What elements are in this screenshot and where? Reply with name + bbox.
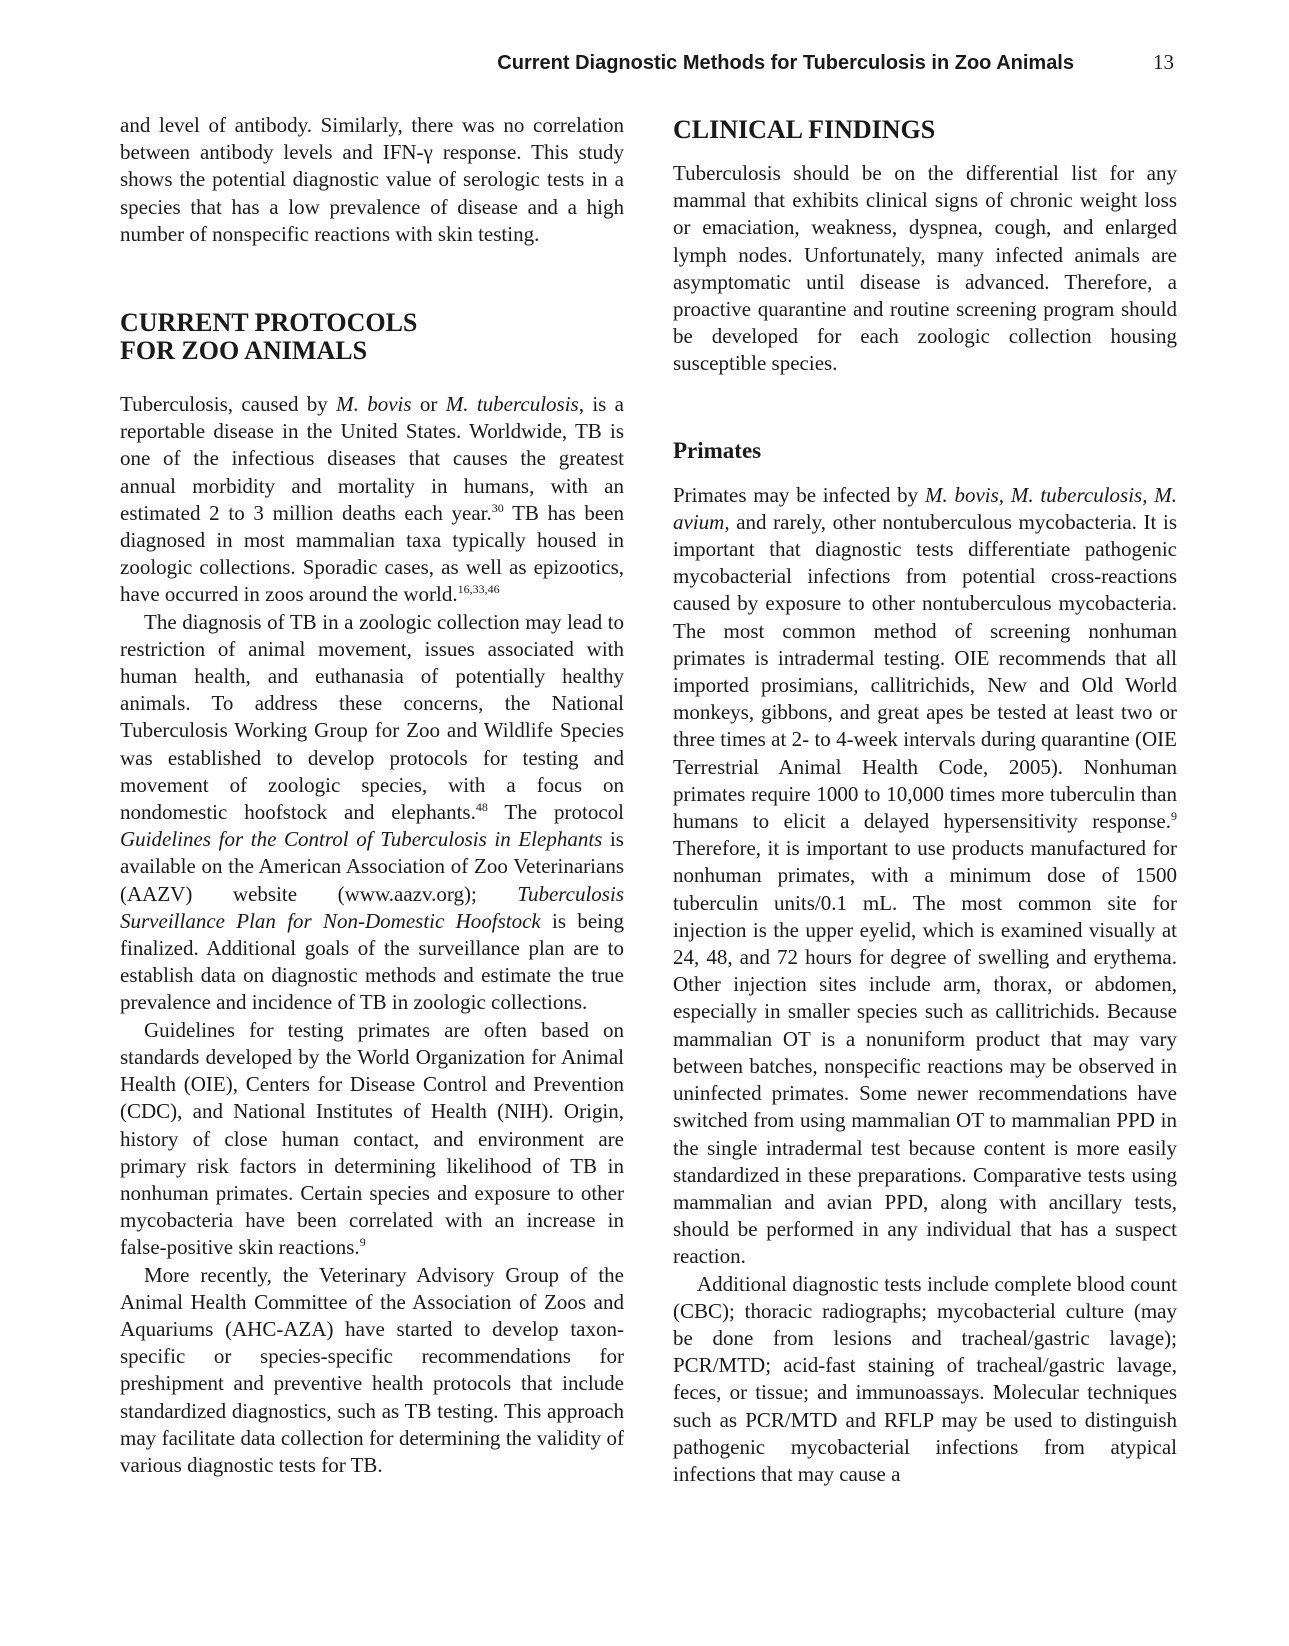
- heading-line-1: CURRENT PROTOCOLS: [120, 308, 418, 338]
- paragraph-tb-overview: Tuberculosis, caused by M. bovis or M. tuberculosis, is a reportable disease in the United States. Worldwide, TB is one of the infectious diseases that causes the greatest annual morbidity and mortality in humans, with an estimated 2 to 3 million deaths each year.$^{30}$ TB has been diagnosed in most mammalian taxa typically housed in zoologic collections. Sporadic cases, as well as epizootics, have occurred in zoos around the world.$^{16,33,46}$: [120, 392, 624, 607]
- left-column: [120, 112, 624, 1479]
- paragraph-additional-tests: Additional diagnostic tests include complete blood count (CBC); thoracic radiographs; mycobacterial culture (may be done from lesions and tracheal/gastric lavage); PCR/MTD; acid-fast staining of tracheal/gastric lavage, feces, or tissue; and immunoassays. Molecular techniques such as PCR/MTD and RFLP may be used to distinguish pathogenic mycobacterial infections from atypical infections that may cause a: [673, 1271, 1177, 1486]
- heading-primates: Primates: [673, 437, 762, 463]
- citation: 16,33,46: [457, 582, 500, 597]
- heading-line-2: FOR ZOO ANIMALS: [120, 336, 368, 366]
- paragraph-diagnosis-zoologic: The diagnosis of TB in a zoologic collection may lead to restriction of animal movement, issues associated with human health, and euthanasia of potentially healthy animals. To address these concerns, the National Tuberculosis Working Group for Zoo and Wildlife Species was established to develop protocols for testing and movement of zoologic species, with a focus on nondomestic hoofstock and elephants.$^{48}$ The protocol Guidelines for the Control of Tuberculosis in Elephants is available on the American Association of Zoo Veterinarians (AAZV) website (www.aazv.org); Tuberculosis Surveillance Plan for Non-Domestic Hoofstock is being finalized. Additional goals of the surveillance plan are to establish data on diagnostic methods and estimate the true prevalence and incidence of TB in zoologic collections.: [120, 609, 624, 1015]
- citation: 48: [475, 800, 488, 815]
- paragraph-primate-testing: Primates may be infected by M. bovis, M. tuberculosis, M. avium, and rarely, other nontuberculous mycobacteria. It is important that diagnostic tests differentiate pathogenic mycobacterial infections from potential cross-reactions caused by exposure to other nontuberculous mycobacteria. The most common method of screening nonhuman primates is intradermal testing. OIE recommends that all imported prosimians, callitrichids, New and Old World monkeys, gibbons, and great apes be tested at least two or three times at 2- to 4-week intervals during quarantine (OIE Terrestrial Animal Health Code, 2005). Nonhuman primates require 1000 to 10,000 times more tuberculin than humans to elicit a delayed hypersensitivity response.$^9$ Therefore, it is important to use products manufactured for nonhuman primates, with a minimum dose of 1500 tuberculin units/0.1 mL. The most common site for injection is the upper eyelid, which is examined visually at 24, 48, and 72 hours for degree of swelling and erythema. Other injection sites include arm, thorax, or abdomen, especially in smaller species such as callitrichids. Because mammalian OT is a nonuniform product that may vary between batches, nonspecific reactions may be observed in uninfected primates. Some newer recommendations have switched from using mammalian OT to mammalian PPD in the single intradermal test because content is more easily standardized in these preparations. Comparative tests using mammalian and avian PPD, along with ancillary tests, should be performed in any individual that has a suspect reaction.: [673, 482, 1177, 1269]
- running-head: [0, 50, 1289, 80]
- paragraph-aza-recommendations: More recently, the Veterinary Advisory Group of the Animal Health Committee of the Association of Zoos and Aquariums (AHC-AZA) have started to develop taxon-specific or species-specific recommendations for preshipment and preventive health protocols that include standardized diagnostics, such as TB testing. This approach may facilitate data collection for determining the validity of various diagnostic tests for TB.: [120, 1262, 624, 1477]
- citation: 9: [1171, 809, 1177, 824]
- heading-clinical-findings: CLINICAL FINDINGS: [673, 115, 936, 144]
- paragraph-primate-guidelines: Guidelines for testing primates are often based on standards developed by the World Organization for Animal Health (OIE), Centers for Disease Control and Prevention (CDC), and National Institutes of Health (NIH). Origin, history of close human contact, and environment are primary risk factors in determining likelihood of TB in nonhuman primates. Certain species and exposure to other mycobacteria have been correlated with an increase in false-positive skin reactions.$^9$: [120, 1017, 624, 1260]
- citation: 30: [491, 500, 504, 515]
- paragraph-antibody-continuation: and level of antibody. Similarly, there was no correlation between antibody levels and IFN-γ response. This study shows the potential diagnostic value of serologic tests in a species that has a low prevalence of disease and a high number of nonspecific reactions with skin testing.: [120, 113, 624, 246]
- paragraph-clinical-signs: Tuberculosis should be on the differential list for any mammal that exhibits clinical signs of chronic weight loss or emaciation, weakness, dyspnea, cough, and enlarged lymph nodes. Unfortunately, many infected animals are asymptomatic until disease is advanced. Therefore, a proactive quarantine and routine screening program should be developed for each zoologic collection housing susceptible species.: [673, 161, 1177, 376]
- page-number: 13: [1153, 50, 1174, 74]
- citation: 9: [359, 1235, 366, 1250]
- running-title: Current Diagnostic Methods for Tuberculosis in Zoo Animals: [497, 52, 1074, 74]
- right-column: [673, 112, 1177, 1488]
- heading-current-protocols: [120, 309, 624, 365]
